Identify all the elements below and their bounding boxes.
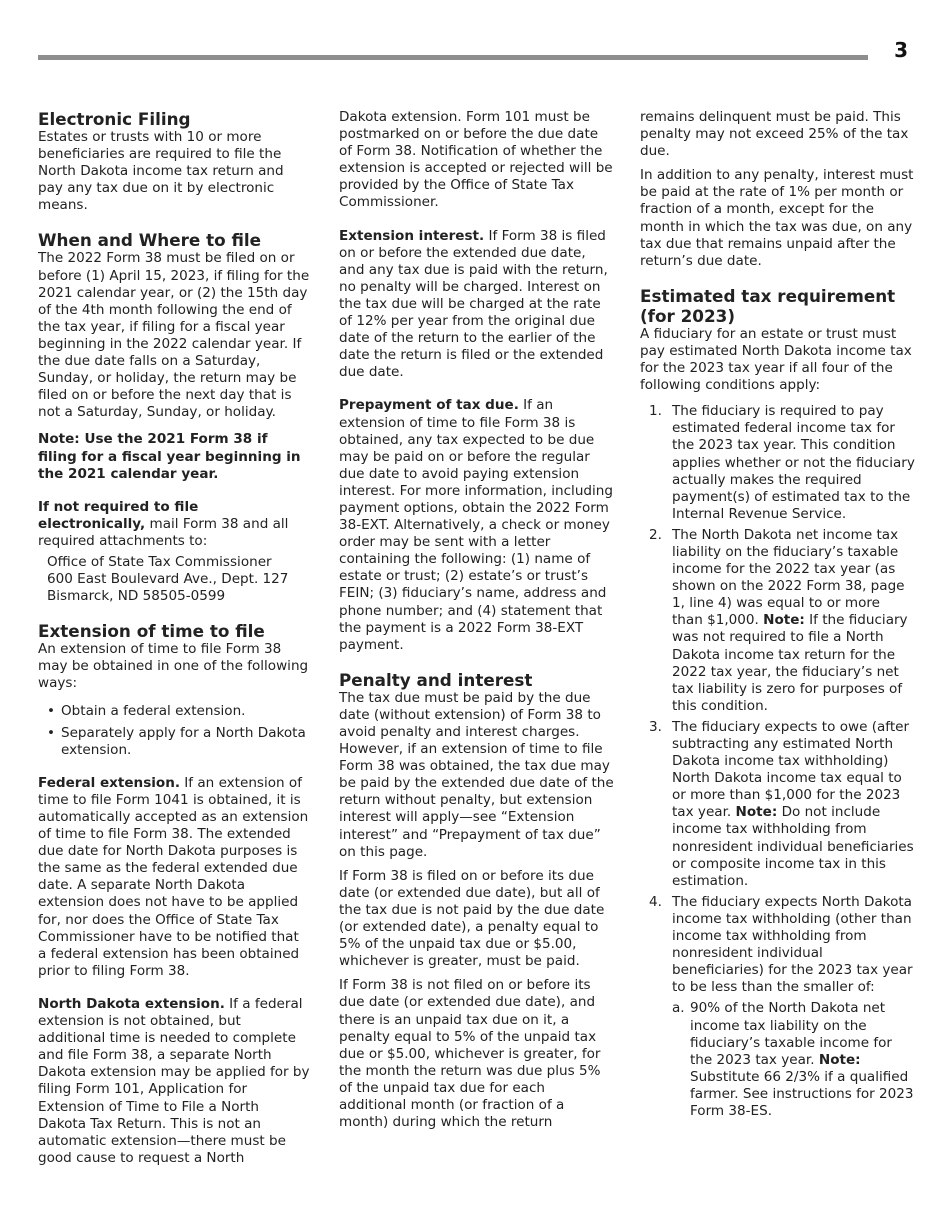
nd-extension-continued: Dakota extension. Form 101 must be postmarked on or before the due date of Form 38. Notification of whether the extension is accepted or rejected will be provided by the Office of State Tax Commissioner. [339, 109, 613, 211]
electronic-filing-text: Estates or trusts with 10 or more beneficiaries are required to file the North Dakota income tax return and pay any tax due on it by electronic means. [38, 129, 284, 214]
extension-interest-text: If Form 38 is filed on or before the extended due date, and any tax due is paid with the return, no penalty will be charged. Interest on the tax due will be charged at the rate of 12% per year from the original due date of the return to the earlier of the date the return is filed or the extended due date. [339, 227, 608, 381]
sub-conditions-list [672, 1000, 915, 1120]
note-text: Note: Use the 2021 Form 38 if filing for a fiscal year beginning in the 2021 calendar year. [38, 431, 301, 482]
list-item [640, 403, 915, 523]
list-number: 3. [649, 718, 662, 735]
address-line: Office of State Tax Commissioner [47, 553, 272, 570]
list-item [640, 527, 915, 715]
column-3 [640, 109, 915, 1124]
page-number: 3 [894, 38, 908, 62]
condition-text: 90% of the North Dakota net income tax liability on the fiduciary’s taxable income for the 2023 tax year. [690, 1000, 892, 1068]
condition-text: The fiduciary expects North Dakota income tax withholding (other than income tax withholding from nonresident individual beneficiaries) for the 2023 tax year to be less than the smaller of: [672, 893, 913, 996]
extension-options-list [38, 703, 310, 759]
prepayment-bold: Prepayment of tax due. [339, 397, 519, 414]
condition-text: The fiduciary is required to pay estimated federal income tax for the 2023 tax year. This condition applies whether or not the fiduciary actually makes the required payment(s) of estimated tax to the Internal Revenue Service. [672, 403, 915, 522]
note-label: Note: [763, 612, 805, 629]
nd-extension-bold: North Dakota extension. [38, 995, 225, 1012]
prepayment-paragraph [339, 397, 615, 653]
list-letter: a. [672, 1000, 685, 1017]
not-required-paragraph [38, 499, 310, 550]
list-number: 2. [649, 526, 662, 543]
penalty-text-2: If Form 38 is filed on or before its due date (or extended due date), but all of the tax due is not paid by the due date (or extended date), a penalty equal to 5% of the unpaid tax due or $5.00, whichever is greater, must be paid. [339, 867, 605, 970]
penalty-text-3: If Form 38 is not filed on or before its due date (or extended due date), and there is an unpaid tax due on it, a penalty equal to 5% of the unpaid tax due or $5.00, whichever is greater, for the month the return was due plus 5% of the unpaid tax due for each additional month (or fraction of a month) during which the return [339, 977, 601, 1131]
note-label: Note: [818, 1051, 861, 1068]
extension-interest-bold: Extension interest. [339, 227, 485, 244]
extension-heading: Extension of time to file [38, 621, 265, 642]
not-required-text: mail Form 38 and all required attachments to: [38, 515, 289, 549]
header-rule [38, 55, 868, 60]
list-item [640, 719, 915, 890]
condition-text: The fiduciary expects to owe (after subtracting any estimated North Dakota income tax withholding) North Dakota income tax equal to or more than $1,000 for the 2023 tax year. [672, 718, 910, 821]
column-2 [339, 109, 615, 1131]
conditions-list [640, 403, 915, 1120]
list-number: 1. [649, 403, 662, 420]
address-line: 600 East Boulevard Ave., Dept. 127 [47, 571, 289, 588]
prepayment-text: If an extension of time to file Form 38 is obtained, any tax expected to be due may be paid on or before the regular due date to avoid paying extension interest. For more information, including payment options, obtain the 2022 Form 38-EXT. Alternatively, a check or money order may be sent with a letter containing the following: (1) name of estate or trust; (2) estate’s or trust’s FEIN; (3) fiduciary’s name, address and phone number; and (4) statement that the payment is a 2022 Form 38-EXT payment. [339, 397, 613, 653]
condition-text: The North Dakota net income tax liability on the fiduciary’s taxable income for the 2022 tax year (as shown on the 2022 Form 38, page 1, line 4) was equal to or more than $1,000. [672, 526, 905, 629]
not-required-bold: If not required to file electronically, [38, 498, 199, 532]
note-label: Note: [735, 804, 778, 821]
penalty-interest-heading: Penalty and interest [339, 669, 533, 690]
address-line: Bismarck, ND 58505-0599 [47, 588, 226, 605]
mailing-address [38, 554, 310, 605]
electronic-filing-heading: Electronic Filing [38, 109, 191, 129]
nd-extension-text: If a federal extension is not obtained, but additional time is needed to complete and file Form 38, a separate North Dakota extension may be applied for by filing Form 101, Application for Extension of Time to File a North Dakota Tax Return. This is not an automatic extension—there must be good cause to request a North [38, 995, 310, 1166]
when-where-heading: When and Where to file [38, 230, 262, 251]
list-item: • Separately apply for a North Dakota extension. [38, 725, 310, 759]
extension-text: An extension of time to file Form 38 may be obtained in one of the following ways: [38, 641, 309, 692]
list-number: 4. [649, 893, 662, 910]
note-text: If the fiduciary was not required to file a North Dakota income tax return for the 2022 tax year, the fiduciary’s net tax liability is zero for purposes of this condition. [672, 612, 908, 714]
penalty-continued: remains delinquent must be paid. This penalty may not exceed 25% of the tax due. [640, 109, 909, 160]
federal-extension-paragraph [38, 775, 310, 980]
list-item [640, 894, 915, 1120]
penalty-text-4: In addition to any penalty, interest must be paid at the rate of 1% per month or fraction of a month, except for the month in which the tax was due, on any tax due that remains unpaid after the return’s due date. [640, 167, 914, 269]
estimated-tax-heading: Estimated tax requirement (for 2023) [640, 285, 896, 326]
estimated-tax-text: A fiduciary for an estate or trust must pay estimated North Dakota income tax for the 2023 tax year if all four of the following conditions apply: [640, 325, 912, 394]
note-paragraph [38, 431, 310, 482]
penalty-text-1: The tax due must be paid by the due date (without extension) of Form 38 to avoid penalty and interest charges. However, if an extension of time to file Form 38 was obtained, the tax due may be paid by the extended due date of the return without penalty, but extension interest will apply—see “Extension interest” and “Prepayment of tax due” on this page. [339, 689, 614, 860]
list-item [672, 1000, 915, 1120]
list-item: • Obtain a federal extension. [38, 703, 310, 720]
when-where-text: The 2022 Form 38 must be filed on or before (1) April 15, 2023, if filing for the 2021 calendar year, or (2) the 15th day of the 4th month following the end of the tax year, if filing for a fiscal year beginning in the 2022 calendar year. If the due date falls on a Saturday, Sunday, or holiday, the return may be filed on or before the next day that is not a Saturday, Sunday, or holiday. [38, 250, 310, 421]
column-1 [38, 109, 310, 1167]
note-text: Substitute 66 2/3% if a qualified farmer. See instructions for 2023 Form 38-ES. [690, 1068, 914, 1119]
note-text: Do not include income tax withholding from nonresident individual beneficiaries or composite income tax in this estimation. [672, 804, 914, 889]
federal-extension-text: If an extension of time to file Form 1041 is obtained, it is automatically accepted as an extension of time to file Form 38. The extended due date for North Dakota purposes is the same as the federal extended due date. A separate North Dakota extension does not have to be applied for, nor does the Office of State Tax Commissioner have to be notified that a federal extension has been obtained prior to filing Form 38. [38, 774, 309, 979]
extension-interest-paragraph [339, 228, 615, 382]
nd-extension-paragraph [38, 996, 310, 1167]
federal-extension-bold: Federal extension. [38, 774, 180, 791]
